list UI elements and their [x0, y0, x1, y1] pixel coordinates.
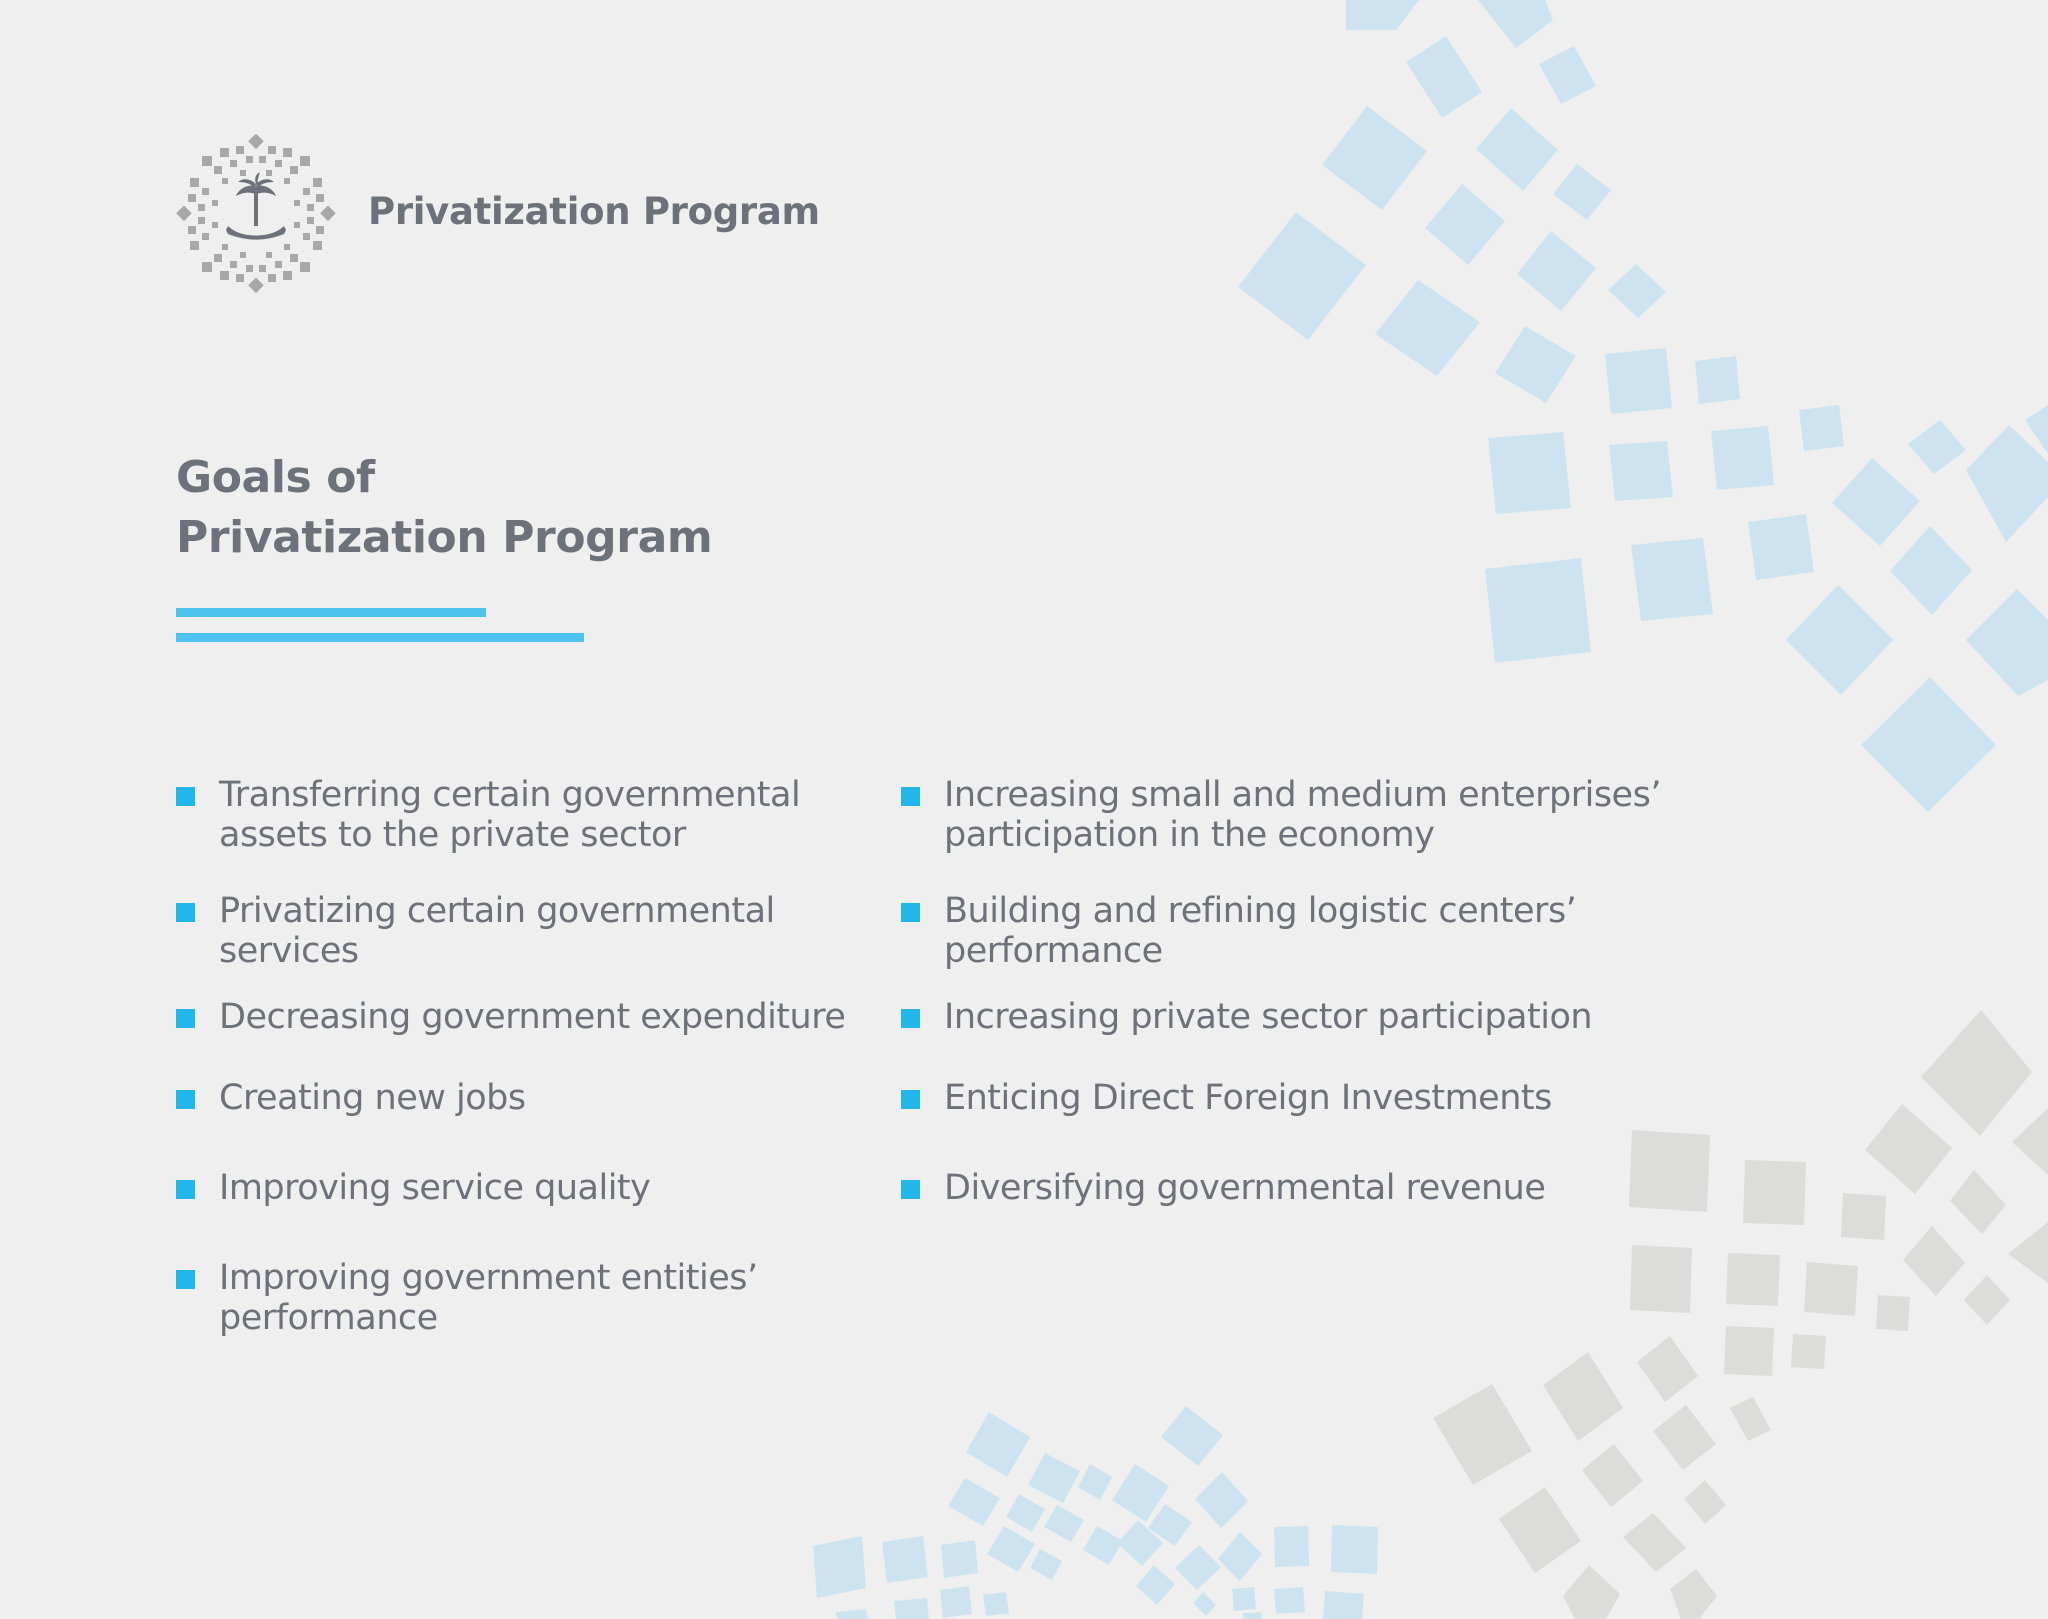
goal-text: Creating new jobs [219, 1078, 526, 1118]
goal-text: Enticing Direct Foreign Investments [944, 1078, 1552, 1118]
goal-text: Building and refining logistic centers’ performance [944, 891, 1577, 971]
square-bullet-icon [176, 1270, 195, 1289]
accent-rule-short [176, 608, 486, 617]
square-bullet-icon [176, 787, 195, 806]
goal-text: Decreasing government expenditure [219, 997, 846, 1037]
goal-text: Improving government entities’ performance [219, 1258, 758, 1338]
page-title-line-2: Privatization Program [176, 512, 713, 563]
goal-text: Diversifying governmental revenue [944, 1168, 1546, 1208]
square-bullet-icon [901, 1009, 920, 1028]
goal-text: Increasing private sector participation [944, 997, 1593, 1037]
goal-item [176, 997, 859, 1037]
square-bullet-icon [901, 1090, 920, 1109]
square-bullet-icon [176, 903, 195, 922]
square-bullet-icon [176, 1009, 195, 1028]
page-title [176, 448, 712, 568]
goal-item [176, 891, 859, 971]
goal-item [901, 1168, 1704, 1208]
goal-item [176, 1258, 859, 1338]
square-bullet-icon [901, 787, 920, 806]
square-bullet-icon [176, 1090, 195, 1109]
square-bullet-icon [176, 1180, 195, 1199]
saudi-emblem-logo-icon [176, 134, 336, 294]
goal-item [901, 775, 1704, 855]
goal-text: Increasing small and medium enterprises’ participation in the economy [944, 775, 1661, 855]
brand-title: Privatization Program [368, 190, 820, 233]
goal-text: Privatizing certain governmental services [219, 891, 775, 971]
goal-item [176, 775, 859, 855]
goal-text: Improving service quality [219, 1168, 651, 1208]
goal-item [176, 1168, 859, 1208]
goal-item [901, 1078, 1704, 1118]
square-bullet-icon [901, 903, 920, 922]
accent-rule-long [176, 633, 584, 642]
square-bullet-icon [901, 1180, 920, 1199]
goal-item [901, 891, 1704, 971]
goal-text: Transferring certain governmental assets to the private sector [219, 775, 801, 855]
page-title-line-1: Goals of [176, 452, 375, 503]
goal-item [176, 1078, 859, 1118]
goal-item [901, 997, 1704, 1037]
